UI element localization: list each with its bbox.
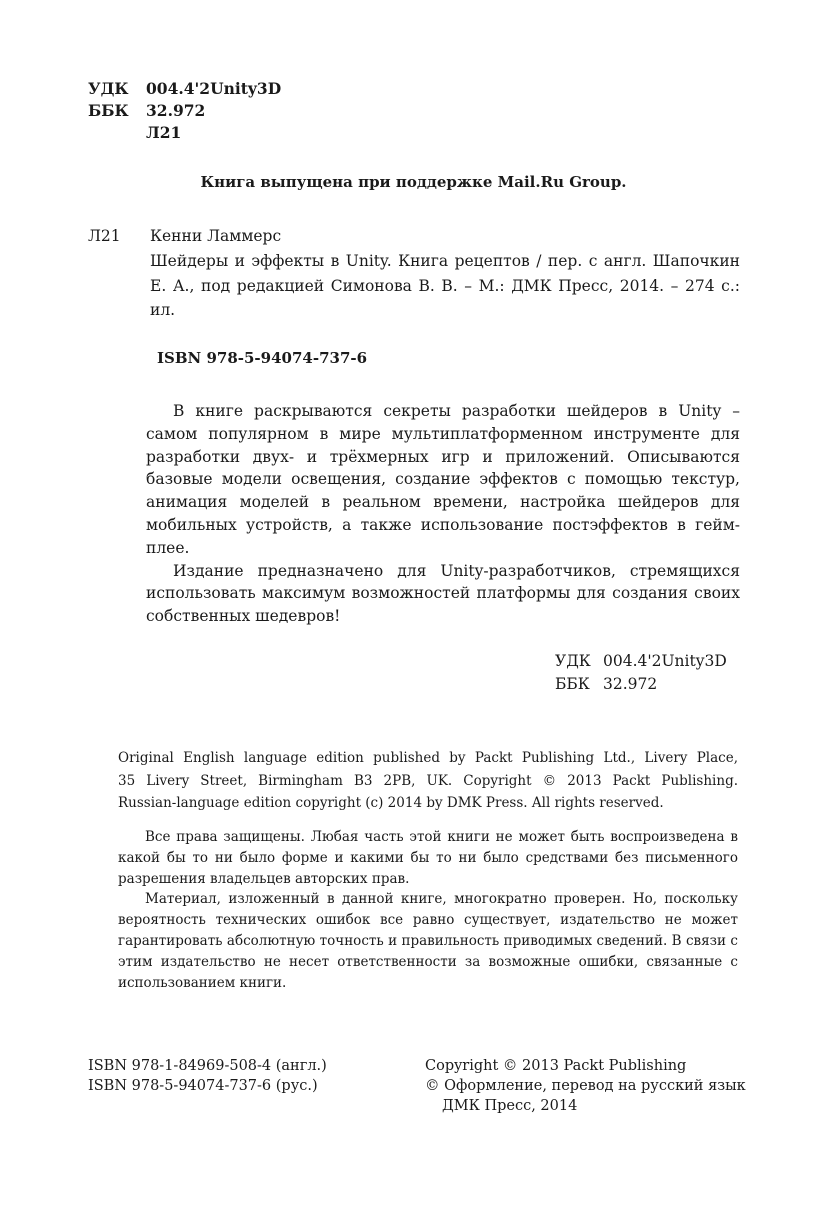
isbn-russian: ISBN 978-5-94074-737-6 (рус.) bbox=[88, 1078, 318, 1094]
classification-repeat bbox=[555, 650, 727, 696]
annotation-paragraph: В книге раскрываются секреты разработки шейдеров в Unity – самом популярном в мире мультиплатформенном инструменте для разработки двух- и трёхмерных игр и приложений. Описываются базовые модели освещения, создание эффектов с помощью текстур, анимация моделей в реальном времени, настройка шейдеров для мобильных устройств, а также использование постэффектов в гейм-плее. bbox=[146, 402, 740, 557]
isbn-english: ISBN 978-1-84969-508-4 (англ.) bbox=[88, 1058, 327, 1074]
isbn-list bbox=[88, 1056, 327, 1096]
udk-value-repeat: 004.4'2Unity3D bbox=[603, 652, 727, 670]
support-note: Книга выпущена при поддержке Mail.Ru Group. bbox=[200, 173, 627, 191]
author-mark-row bbox=[88, 122, 281, 144]
classification-block bbox=[88, 78, 281, 144]
copyright-line: ДМК Пресс, 2014 bbox=[442, 1098, 578, 1114]
bbk-value: 32.972 bbox=[146, 101, 206, 120]
bbk-row bbox=[88, 100, 281, 122]
original-edition-line: Original English language edition published by Packt Publishing Ltd., Livery Place, bbox=[118, 750, 738, 766]
author-mark: Л21 bbox=[146, 123, 182, 142]
udk-value: 004.4'2Unity3D bbox=[146, 79, 282, 98]
copyright-notice bbox=[425, 1056, 746, 1116]
udk-label-repeat: УДК bbox=[555, 652, 591, 670]
isbn-main: ISBN 978-5-94074-737-6 bbox=[157, 349, 368, 367]
original-edition-line: 35 Livery Street, Birmingham B3 2PB, UK. Copyright © 2013 Packt Publishing. bbox=[118, 772, 738, 789]
bbk-value-repeat: 32.972 bbox=[603, 675, 658, 693]
rights-paragraph: Все права защищены. Любая часть этой книги не может быть воспроизведена в какой бы то ни было форме и какими бы то ни было средствами без письменного разрешения владельцев авторских прав. bbox=[118, 829, 738, 887]
entry-description: Шейдеры и эффекты в Unity. Книга рецептов / пер. с англ. Шапочкин Е. А., под редакцией Симонова В. В. – М.: ДМК Пресс, 2014. – 274 с.: ил. bbox=[150, 252, 740, 319]
annotation bbox=[146, 400, 740, 628]
copyright-line: © Оформление, перевод на русский язык bbox=[425, 1078, 746, 1094]
bbk-label: ББК bbox=[88, 101, 129, 120]
annotation-paragraph: Издание предназначено для Unity-разработчиков, стремящихся использовать максимум возможностей платформы для создания своих собственных шедевров! bbox=[146, 561, 740, 626]
original-edition-notice bbox=[118, 747, 738, 815]
entry-author-mark: Л21 bbox=[88, 227, 121, 245]
rights-paragraph: Материал, изложенный в данной книге, многократно проверен. Но, поскольку вероятность технических ошибок все равно существует, издательство не может гарантировать абсолютную точность и правильность приводимых сведений. В связи с этим издательство не несет ответственности за возможные ошибки, связанные с использованием книги. bbox=[118, 891, 738, 991]
bbk-label-repeat: ББК bbox=[555, 675, 590, 693]
original-edition-line: Russian-language edition copyright (c) 2014 by DMK Press. All rights reserved. bbox=[118, 795, 664, 812]
copyright-line: Copyright © 2013 Packt Publishing bbox=[425, 1058, 687, 1074]
udk-row bbox=[88, 78, 281, 100]
entry-author: Кенни Ламмерс bbox=[150, 227, 282, 245]
udk-label: УДК bbox=[88, 79, 129, 98]
udk-row-repeat bbox=[555, 650, 727, 673]
rights-notice bbox=[118, 827, 738, 993]
bbk-row-repeat bbox=[555, 673, 727, 696]
